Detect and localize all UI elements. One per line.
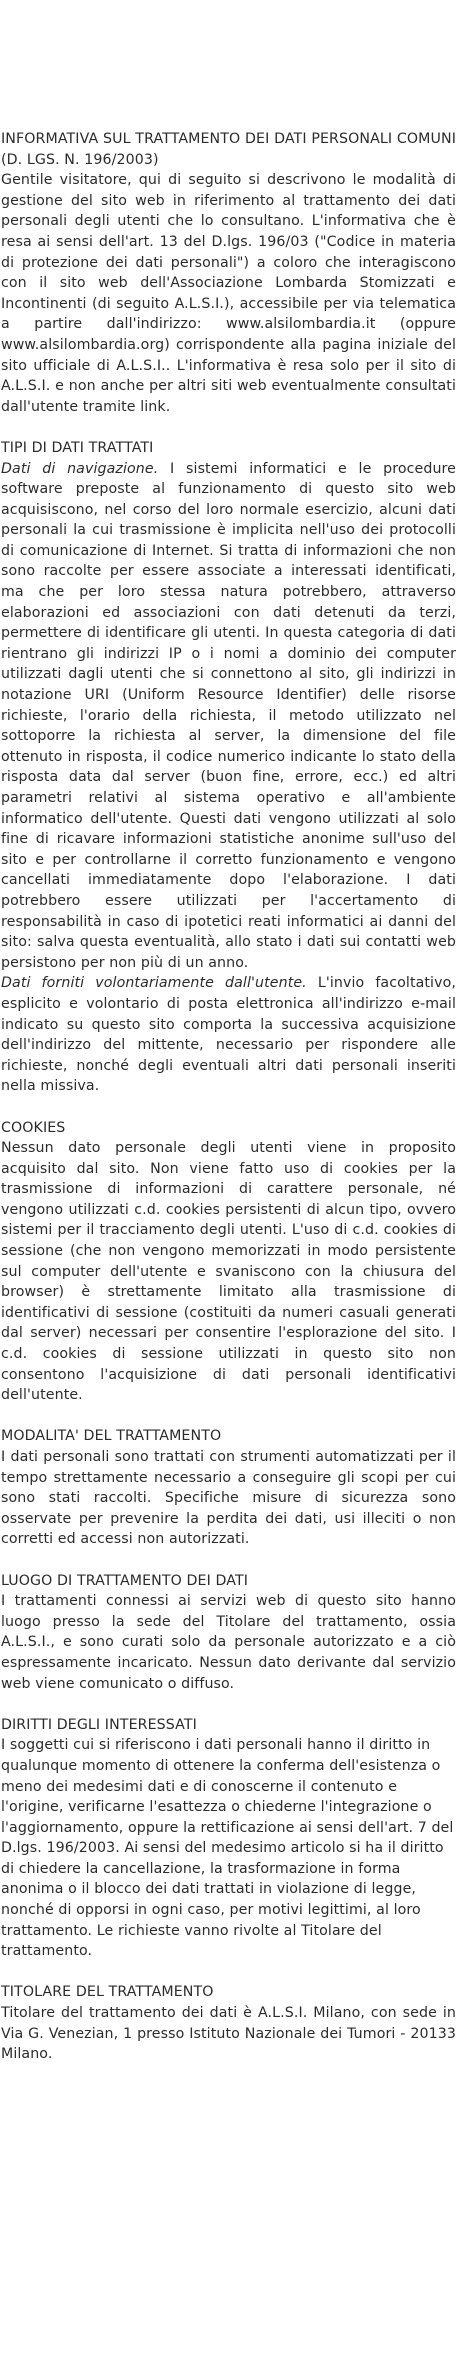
navigation-data-body: I sistemi informatici e le procedure software preposte al funzionamento di questo sito web acquisiscono, nel corso del loro normale esercizio, alcuni dati personali la cui trasmissione è implicita nell'uso dei protocolli di comunicazione di Internet. Si tratta di informazioni che non sono raccolte per essere associate a interessati identificati, ma che per loro stessa natura potrebbero, attraverso elaborazioni ed associazioni con dati detenuti da terzi, permettere di identificare gli utenti. In questa categoria di dati rientrano gli indirizzi IP o i nomi a dominio dei computer utilizzati dagli utenti che si connettono al sito, gli indirizzi in notazione URI (Uniform Resource Identifier) delle risorse richieste, l'orario della richiesta, il metodo utilizzato nel sottoporre la richiesta al server, la dimensione del file ottenuto in risposta, il codice numerico indicante lo stato della risposta data dal server (buon fine, errore, ecc.) ed altri parametri relativi al sistema operativo e all'ambiente informatico dell'utente. Questi dati vengono utilizzati al solo fine di ricavare informazioni statistiche anonime sull'uso del sito e per controllarne il corretto funzionamento e vengono cancellati immediatamente dopo l'elaborazione. I dati potrebbero essere utilizzati per l'accertamento di responsabilità in caso di ipotetici reati informatici ai danni del sito: salva questa eventualità, allo stato i dati sui contatti web persistono per non più di un anno. (1, 460, 456, 971)
controller-heading: TITOLARE DEL TRATTAMENTO (1, 1984, 214, 2001)
location-body: I trattamenti connessi ai servizi web di questo sito hanno luogo presso la sede del Titolare del trattamento, ossia A.L.S.I., e sono curati solo da personale autorizzato e a ciò espressamente incaricato. Nessun dato derivante dal servizio web viene comunicato o diffuso. (1, 1593, 456, 1692)
cookies-body: Nessun dato personale degli utenti viene in proposito acquisito dal sito. Non viene fatto uso di cookies per la trasmissione di informazioni di carattere personale, né vengono utilizzati c.d. cookies persistenti di alcun tipo, ovvero sistemi per il tracciamento degli utenti. L'uso di c.d. cookies di sessione (che non vengono memorizzati in modo persistente sul computer dell'utente e svaniscono con la chiusura del browser) è strettamente limitato alla trasmissione di identificativi di sessione (costituiti da numeri casuali generati dal server) necessari per consentire l'esplorazione del sito. I c.d. cookies di sessione utilizzati in questo sito non consentono l'acquisizione di dati personali identificativi dell'utente. (1, 1140, 456, 1404)
voluntary-data-body: L'invio facoltativo, esplicito e volontario di posta elettronica all'indirizzo e-mail indicato su questo sito comporta la successiva acquisizione dell'indirizzo del mittente, necessario per rispondere alle richieste, nonché degli eventuali altri dati personali inseriti nella missiva. (1, 975, 456, 1095)
methods-section (1, 1426, 456, 1550)
intro-body: Gentile visitatore, qui di seguito si descrivono le modalità di gestione del sito web in riferimento al trattamento dei dati personali degli utenti che lo consultano. L'informativa che è resa ai sensi dell'art. 13 del D.lgs. 196/03 ("Codice in materia di protezione dei dati personali") a coloro che interagiscono con il sito web dell'Associazione Lombarda Stomizzati e Incontinenti (di seguito A.L.S.I.), accessibile per via telematica a partire dall'indirizzo: www.alsilombardia.it (oppure www.alsilombardia.org) corrispondente alla pagina iniziale del sito ufficiale di A.L.S.I.. L'informativa è resa solo per il sito di A.L.S.I. e non anche per altri siti web eventualmente consultati dall'utente tramite link. (1, 172, 456, 415)
controller-body: Titolare del trattamento dei dati è A.L.S.I. Milano, con sede in Via G. Venezian, 1 presso Istituto Nazionale dei Tumori - 20133 Milano. (1, 2005, 456, 2063)
rights-body: I soggetti cui si riferiscono i dati personali hanno il diritto in qualunque momento di ottenere la conferma dell'esistenza o meno dei medesimi dati e di conoscerne il contenuto e l'origine, verificarne l'esattezza o chiederne l'integrazione o l'aggiornamento, oppure la rettificazione ai sensi dell'art. 7 del D.lgs. 196/2003. Ai sensi del medesimo articolo si ha il diritto di chiedere la cancellazione, la trasformazione in forma anonima o il blocco dei dati trattati in violazione di legge, nonché di opporsi in ogni caso, per motivi legittimi, al loro trattamento. Le richieste vanno rivolte al Titolare del trattamento. (1, 1737, 454, 1960)
location-section (1, 1571, 456, 1695)
data-types-heading: TIPI DI DATI TRATTATI (1, 439, 154, 456)
intro-paragraph (1, 129, 456, 417)
location-heading: LUOGO DI TRATTAMENTO DEI DATI (1, 1572, 249, 1589)
navigation-data-paragraph (1, 459, 456, 974)
rights-section (1, 1715, 456, 1962)
privacy-document (1, 129, 456, 2065)
controller-section (1, 1982, 456, 2064)
cookies-heading: COOKIES (1, 1119, 66, 1136)
methods-heading: MODALITA' DEL TRATTAMENTO (1, 1428, 222, 1445)
data-types-section (1, 438, 456, 1097)
navigation-data-lead: Dati di navigazione. (1, 460, 159, 477)
rights-heading: DIRITTI DEGLI INTERESSATI (1, 1716, 197, 1733)
methods-body: I dati personali sono trattati con strumenti automatizzati per il tempo strettamente necessario a conseguire gli scopi per cui sono stati raccolti. Specifiche misure di sicurezza sono osservate per prevenire la perdita dei dati, usi illeciti o non corretti ed accessi non autorizzati. (1, 1449, 456, 1548)
cookies-section (1, 1118, 456, 1406)
intro-section (1, 129, 456, 417)
voluntary-data-lead: Dati forniti volontariamente dall'utente. (1, 975, 307, 992)
voluntary-data-paragraph (1, 973, 456, 1097)
intro-heading: INFORMATIVA SUL TRATTAMENTO DEI DATI PERSONALI COMUNI (D. LGS. N. 196/2003) (1, 131, 456, 168)
